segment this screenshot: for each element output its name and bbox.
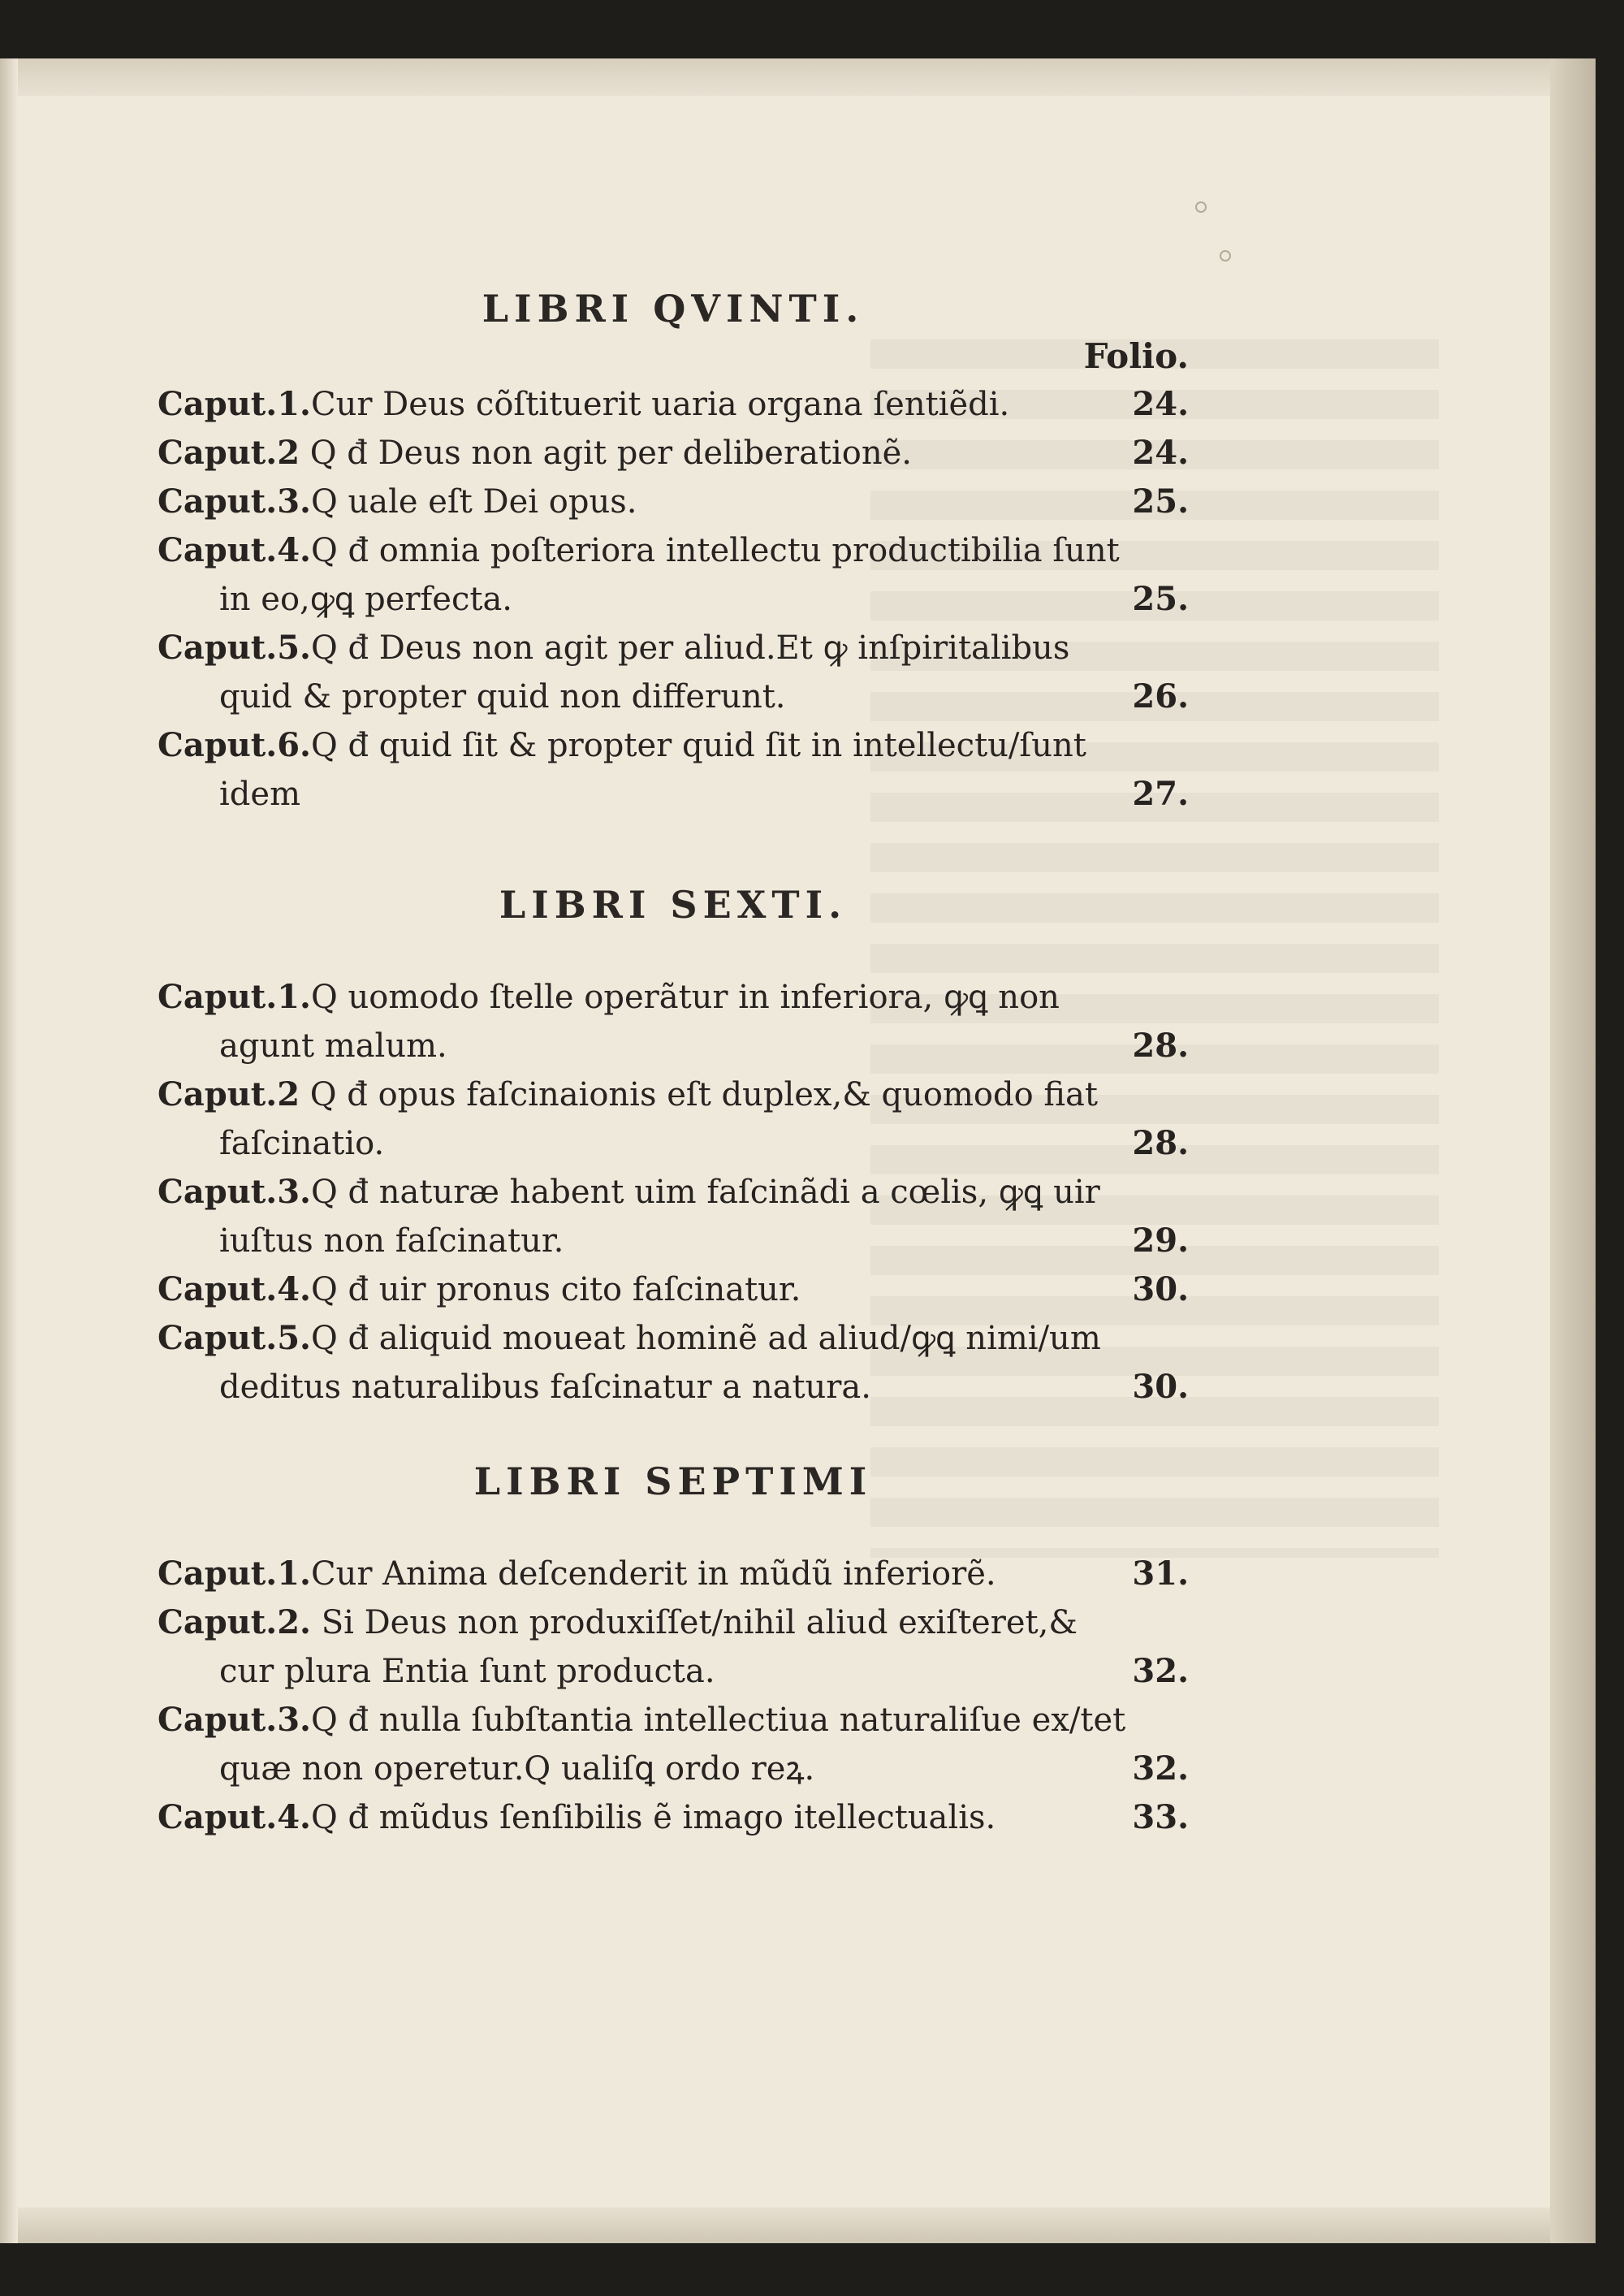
entry-caput: Caput.3. [158, 1701, 311, 1739]
entry-folio: 26. [1132, 677, 1189, 716]
entry-folio: 32. [1132, 1652, 1189, 1690]
entry-text: Q đ quid ſit & propter quid ſit in intellectu/ſunt idem [219, 727, 1086, 813]
toc-entry [158, 478, 1189, 526]
entry-text: Q uomodo ſtelle operãtur in inferiora, ꝙꝗ non agunt malum. [219, 979, 1060, 1065]
entry-text: Cur Anima deſcenderit in mũdũ inferiorẽ. [310, 1555, 996, 1593]
entry-folio: 25. [1132, 482, 1189, 521]
entry-caput: Caput.4. [158, 531, 311, 569]
toc-entry [158, 1550, 1189, 1598]
entry-caput: Caput.3. [158, 482, 311, 521]
entry-text: Q đ mũdus ſenſibilis ẽ imago itellectualis. [310, 1799, 996, 1836]
section-title: LIBRI SEPTIMI [473, 1459, 873, 1503]
entry-folio: 33. [1132, 1798, 1189, 1836]
section-libri-septimi [158, 1457, 1189, 1842]
binding-shadow [0, 58, 18, 2243]
toc-entry [158, 429, 1189, 478]
entry-folio: 30. [1132, 1270, 1189, 1308]
entry-text: Q đ nulla ſubſtantia intellectiua naturaliſue ex/tet quæ non operetur.Q ualiſꝗ ordo reꝝ. [219, 1701, 1126, 1788]
paper-speck [1195, 201, 1207, 213]
entry-folio: 28. [1132, 1124, 1189, 1162]
entry-caput: Caput.4. [158, 1270, 311, 1308]
toc-entry [158, 380, 1189, 429]
page-leaf [18, 96, 1550, 2207]
entry-folio: 29. [1132, 1222, 1189, 1260]
entry-text: Q đ naturæ habent uim faſcinãdi a cœlis, ꝙꝗ uir iuſtus non faſcinatur. [219, 1174, 1100, 1260]
entry-caput: Caput.3. [158, 1173, 311, 1211]
entry-caput: Caput.2. [158, 1603, 311, 1641]
paper-speck [1220, 250, 1231, 262]
toc-entry [158, 1314, 1189, 1412]
page-top-edge [0, 58, 1596, 96]
entry-folio: 25. [1132, 580, 1189, 618]
toc-entry [158, 973, 1189, 1070]
entry-caput: Caput.5. [158, 1319, 311, 1357]
toc-entry [158, 1793, 1189, 1842]
entry-text: Q đ uir pronus cito faſcinatur. [310, 1271, 801, 1308]
entry-text: Q đ Deus non agit per deliberationẽ. [309, 435, 913, 472]
entry-folio: 28. [1132, 1027, 1189, 1065]
entry-text: Si Deus non produxiſſet/nihil aliud exiſteret,& cur plura Entia ſunt producta. [219, 1604, 1078, 1690]
entry-caput: Caput.4. [158, 1798, 311, 1836]
entry-folio: 24. [1132, 385, 1189, 423]
entry-folio: 31. [1132, 1554, 1189, 1593]
entry-text: Q đ omnia poſteriora intellectu productibilia ſunt in eo,ꝙꝗ perfecta. [219, 532, 1120, 618]
toc-entry [158, 1265, 1189, 1314]
toc-entry [158, 721, 1189, 819]
entry-caput: Caput.2 [158, 434, 300, 472]
section-title: LIBRI SEXTI. [499, 883, 848, 927]
table-of-contents [158, 284, 1189, 1842]
toc-entry [158, 1070, 1189, 1168]
folio-column-header: Folio. [1083, 336, 1189, 376]
entry-text: Cur Deus cõſtituerit uaria organa ſentiẽdi. [310, 386, 1010, 423]
toc-entry [158, 1696, 1189, 1793]
entry-text: Q đ Deus non agit per aliud.Et ꝙ inſpiritalibus quid & propter quid non differunt. [219, 629, 1070, 716]
entry-folio: 24. [1132, 434, 1189, 472]
entry-caput: Caput.1. [158, 385, 311, 423]
entry-caput: Caput.1. [158, 1554, 311, 1593]
entry-caput: Caput.6. [158, 726, 311, 764]
section-libri-quinti [158, 284, 1189, 819]
entry-caput: Caput.2 [158, 1075, 300, 1113]
entry-text: Q uale eſt Dei opus. [310, 483, 637, 521]
toc-entry [158, 624, 1189, 721]
toc-entry [158, 526, 1189, 624]
page-fore-edge [1550, 58, 1596, 2243]
section-title: LIBRI QVINTI. [482, 287, 865, 331]
entry-caput: Caput.1. [158, 978, 311, 1016]
toc-entry [158, 1168, 1189, 1265]
book-page [0, 58, 1596, 2243]
page-bottom-edge [0, 2207, 1596, 2243]
entry-folio: 27. [1132, 775, 1189, 813]
entry-folio: 30. [1132, 1368, 1189, 1406]
toc-entry [158, 1598, 1189, 1696]
entry-text: Q đ opus faſcinaionis eſt duplex,& quomodo fiat faſcinatio. [219, 1076, 1098, 1162]
entry-folio: 32. [1132, 1749, 1189, 1788]
entry-caput: Caput.5. [158, 629, 311, 667]
entry-text: Q đ aliquid moueat hominẽ ad aliud/ꝙꝗ nimi/um deditus naturalibus faſcinatur a natura. [219, 1320, 1101, 1406]
section-libri-sexti [158, 880, 1189, 1412]
